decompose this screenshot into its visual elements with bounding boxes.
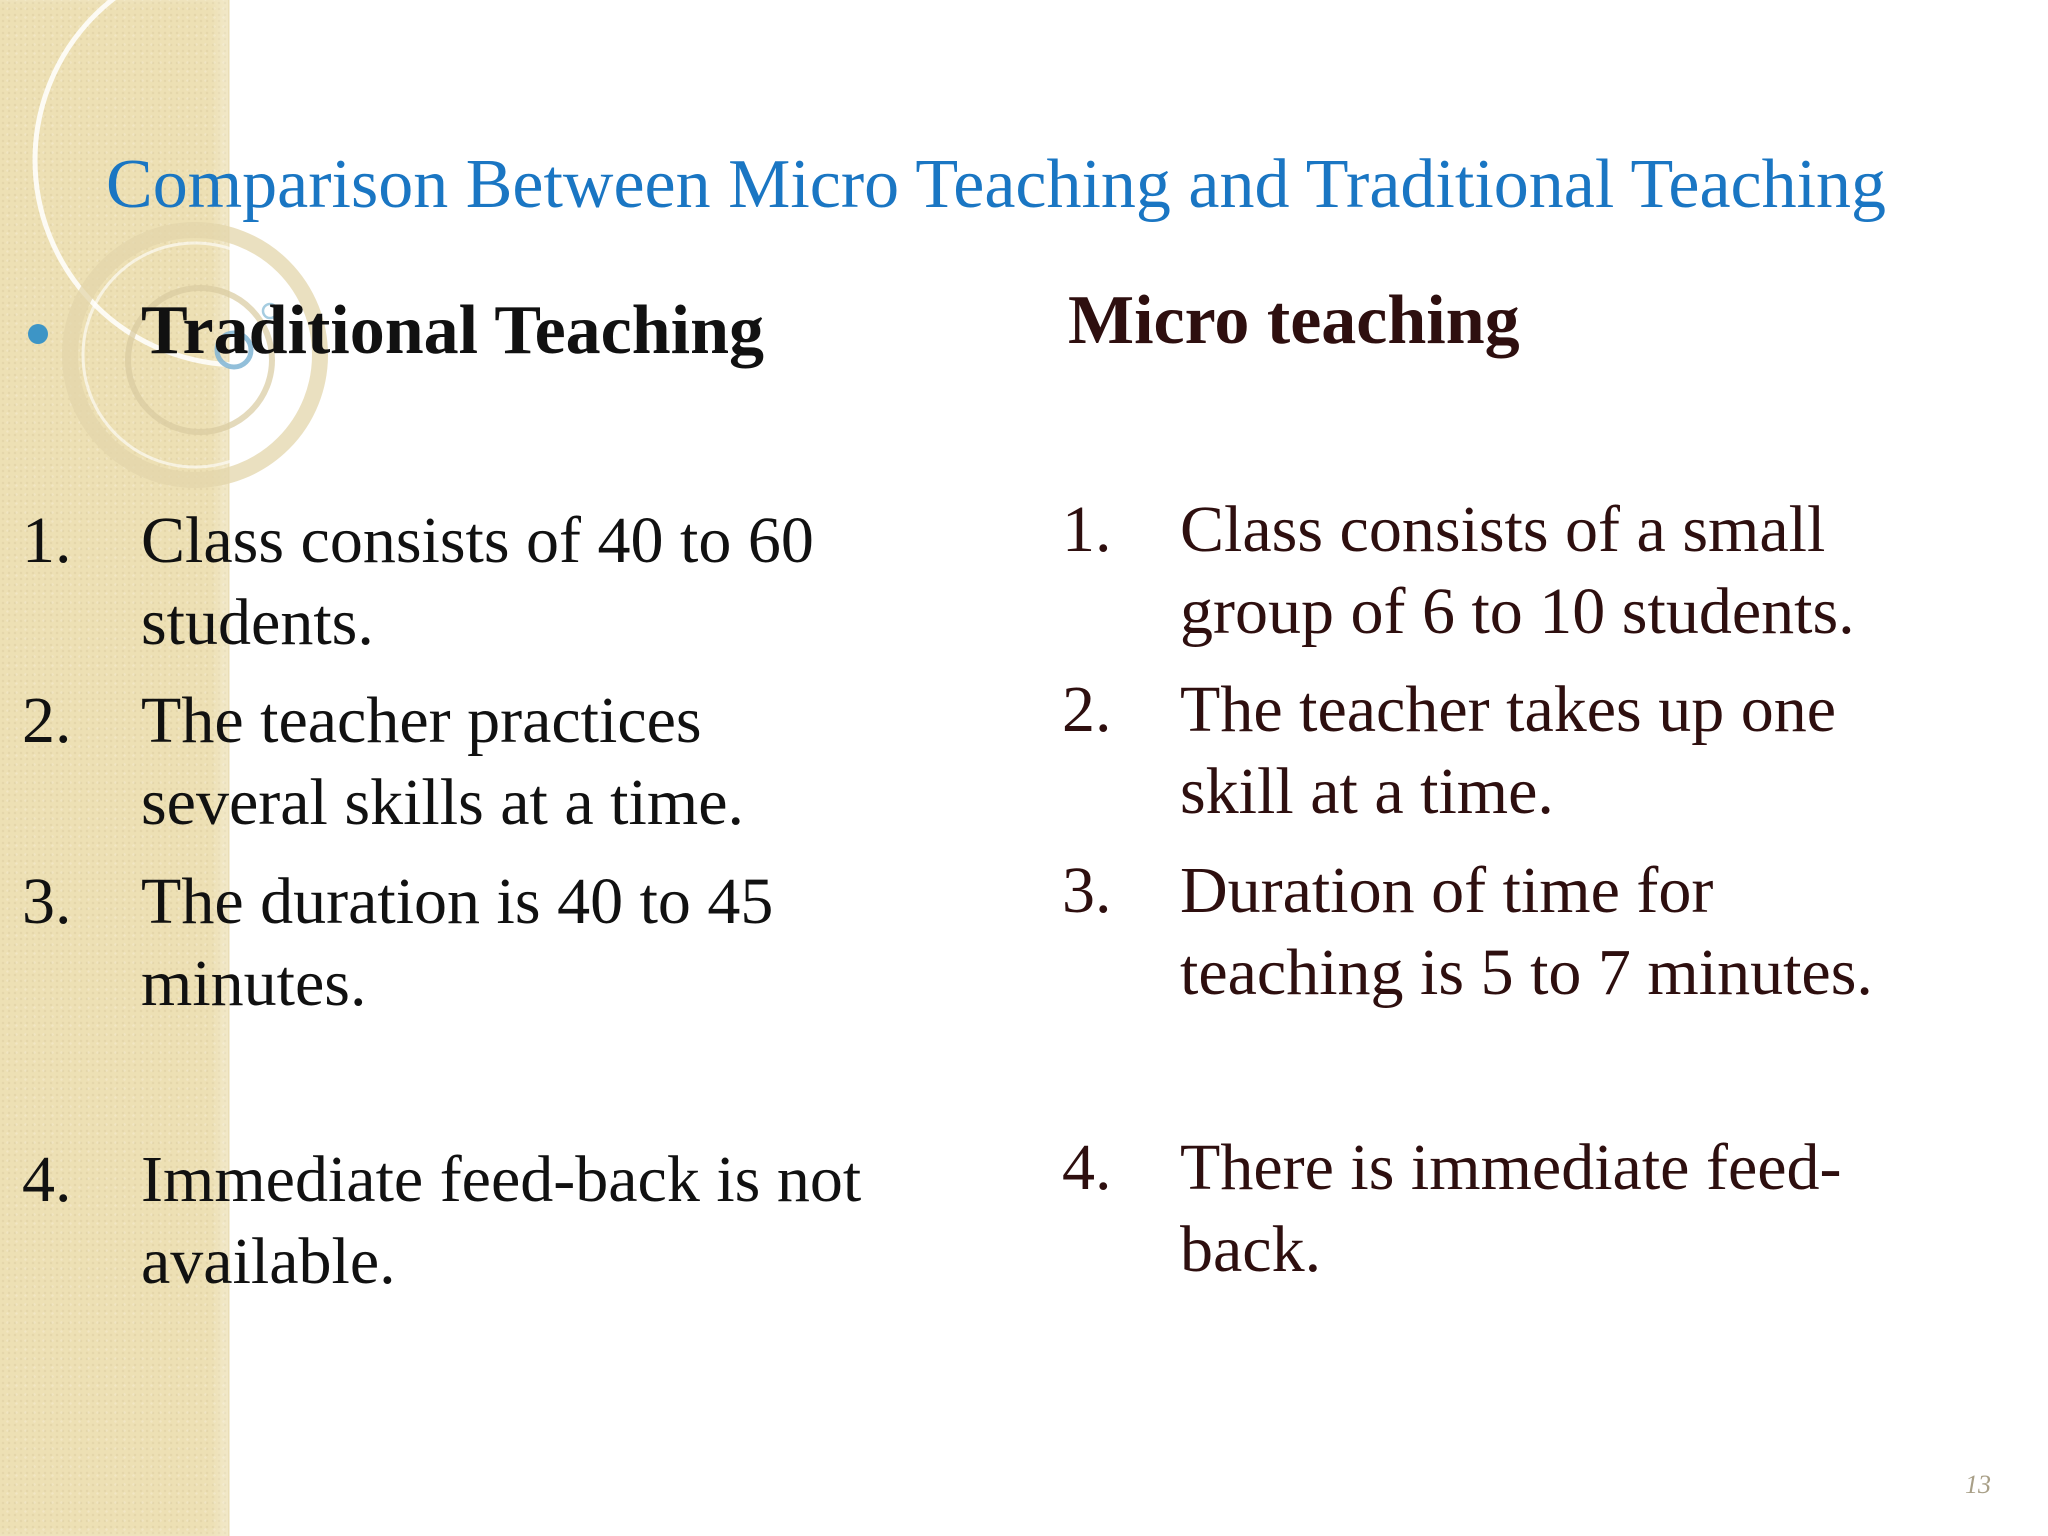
slide-title: Comparison Between Micro Teaching and Traditional Teaching [106,146,1887,223]
list-item-line: teaching is 5 to 7 minutes. [1180,936,1873,1009]
list-number: 3. [1062,854,1112,927]
list-item-line: skill at a time. [1180,755,1554,828]
list-item [1180,669,1836,833]
list-item [1180,850,1873,1014]
traditional-teaching-heading: Traditional Teaching [141,292,765,369]
list-item-line: several skills at a time. [141,766,744,839]
list-item-line: The teacher practices [141,684,702,757]
list-item-line: group of 6 to 10 students. [1180,575,1855,648]
list-item [1180,489,1855,653]
list-number: 2. [22,684,72,757]
list-item-line: The teacher takes up one [1180,673,1837,746]
list-number: 1. [22,504,72,577]
list-number: 4. [22,1143,72,1216]
list-item-line: Class consists of 40 to 60 [141,504,814,577]
list-item-line: available. [141,1225,396,1298]
list-number: 3. [22,865,72,938]
list-number: 4. [1062,1131,1112,1204]
list-item [141,680,744,844]
bullet-dot-icon [28,324,48,344]
list-item [1180,1127,1842,1291]
list-item-line: Immediate feed-back is not [141,1143,862,1216]
list-item [141,500,814,664]
list-item-line: minutes. [141,947,367,1020]
list-item-line: There is immediate feed- [1180,1131,1842,1204]
decorative-circles [0,0,2048,520]
micro-teaching-heading: Micro teaching [1068,282,1520,359]
list-item-line: students. [141,586,374,659]
list-item-line: Duration of time for [1180,854,1714,927]
page-number: 13 [1965,1470,1991,1499]
list-item-line: The duration is 40 to 45 [141,865,774,938]
list-number: 1. [1062,493,1112,566]
list-item-line: back. [1180,1213,1322,1286]
list-item-line: Class consists of a small [1180,493,1826,566]
list-number: 2. [1062,673,1112,746]
list-item [141,1139,861,1303]
list-item [141,861,773,1025]
